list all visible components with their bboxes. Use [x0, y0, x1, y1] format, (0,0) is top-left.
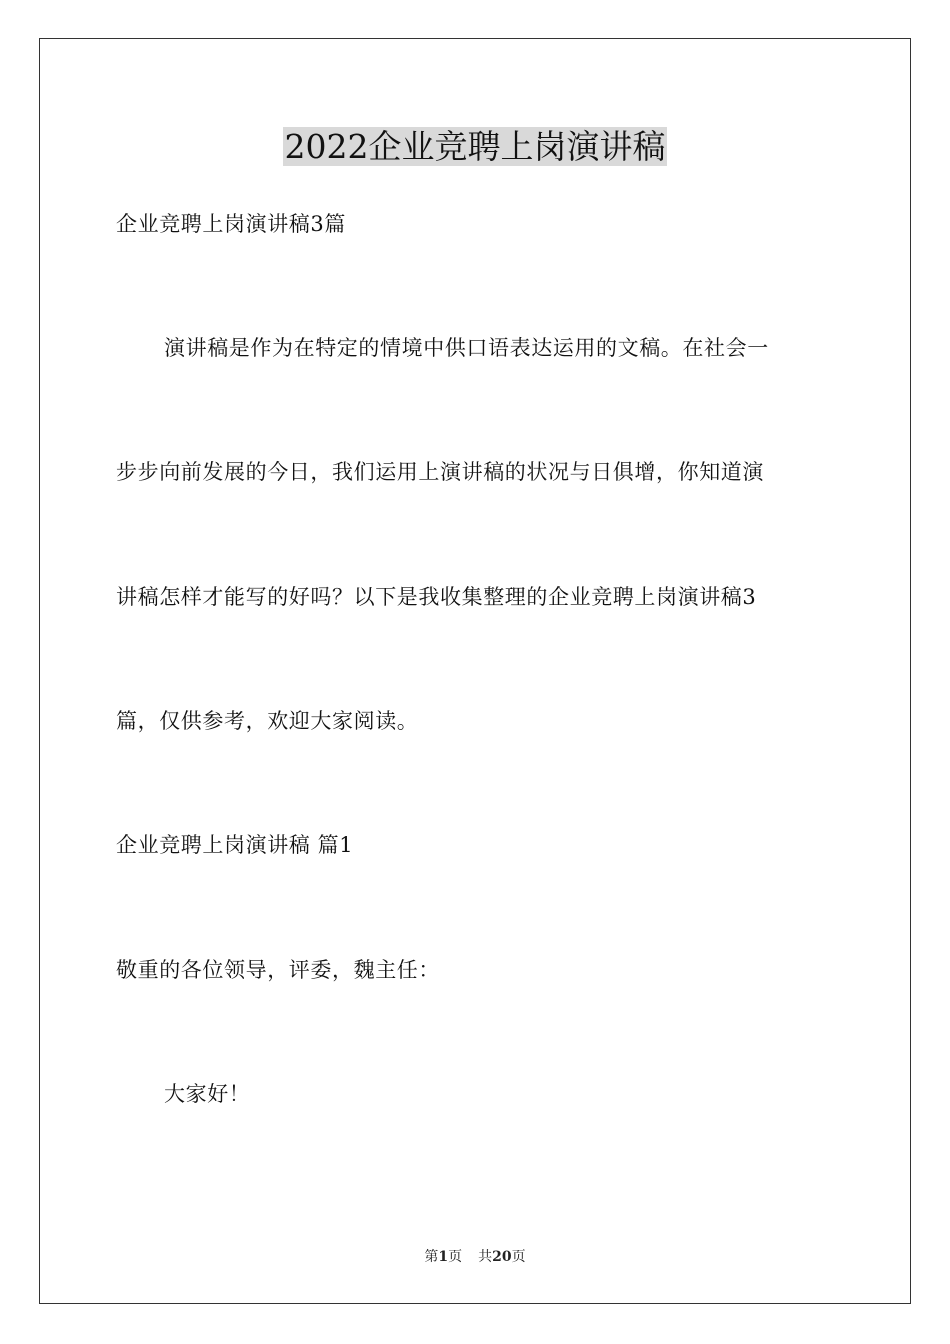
- salutation: 敬重的各位领导，评委，魏主任：: [116, 958, 440, 982]
- document-subtitle: 企业竞聘上岗演讲稿3篇: [116, 212, 346, 236]
- section-heading: 企业竞聘上岗演讲稿 篇1: [116, 833, 354, 857]
- total-suffix: 页: [511, 1249, 526, 1265]
- page-prefix: 第: [424, 1249, 439, 1265]
- document-title: [0, 126, 950, 168]
- total-prefix: 共: [478, 1249, 493, 1265]
- page-footer: [0, 1247, 950, 1267]
- current-page-number: 1: [438, 1249, 449, 1265]
- intro-line-2: 步步向前发展的今日，我们运用上演讲稿的状况与日俱增，你知道演: [116, 460, 764, 484]
- intro-line-3: 讲稿怎样才能写的好吗？以下是我收集整理的企业竞聘上岗演讲稿3: [116, 585, 757, 609]
- total-pages-number: 20: [492, 1249, 512, 1265]
- page-suffix: 页: [448, 1249, 463, 1265]
- intro-line-1: 演讲稿是作为在特定的情境中供口语表达运用的文稿。在社会一: [164, 336, 769, 360]
- intro-line-4: 篇，仅供参考，欢迎大家阅读。: [116, 709, 419, 733]
- document-title-text: 2022企业竞聘上岗演讲稿: [284, 127, 666, 166]
- greeting: 大家好！: [164, 1082, 251, 1106]
